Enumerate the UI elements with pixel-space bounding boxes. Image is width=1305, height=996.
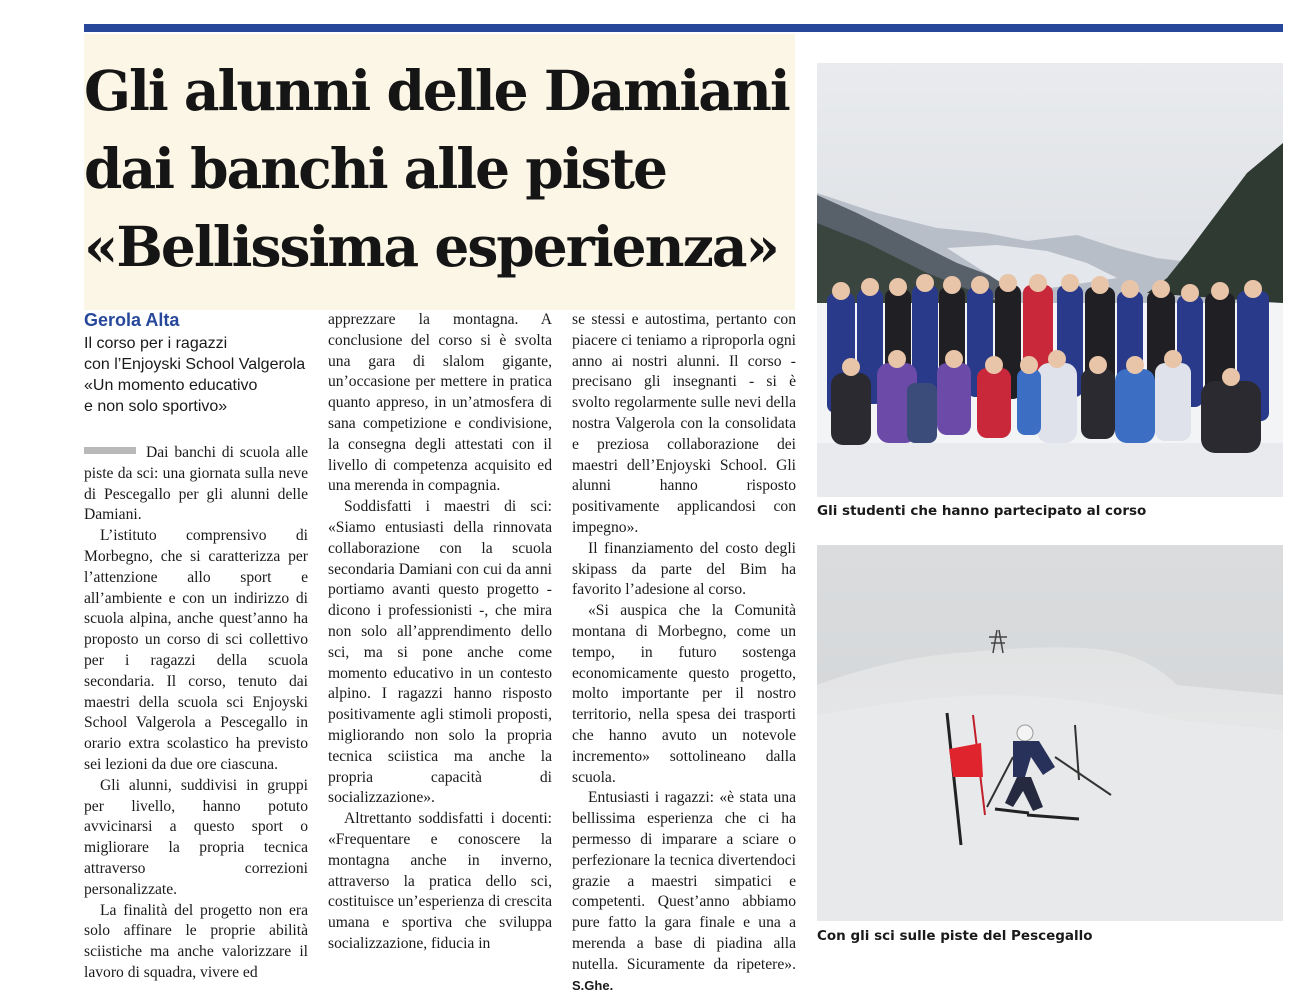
subhead-line-3: «Un momento educativo (84, 377, 258, 394)
subhead-line-2: con l’Enjoyski School Valgerola (84, 356, 306, 373)
headline-line-1: Gli alunni delle Damiani (84, 58, 789, 123)
caption-photo-1: Gli studenti che hanno partecipato al corso (817, 503, 1147, 519)
text-column-2 (328, 310, 552, 955)
headline-line-2: dai banchi alle piste (84, 136, 667, 201)
paragraph: Gli alunni, suddivisi in gruppi per livello, hanno potuto avvicinarsi a questo sport o migliorare la propria tecnica attraverso correzioni personalizzate. (84, 776, 308, 898)
text-column-1 (84, 443, 308, 984)
paragraph: Soddisfatti i maestri di sci: «Siamo entusiasti della rinnovata collaborazione con la scuola secondaria Damiani con cui da anni portiamo avanti questo progetto - dicono i professionisti -, che mira non solo all’apprendimento dello sci, ma si pone anche come momento educativo in un contesto alpino. I ragazzi hanno risposto positivamente agli stimoli proposti, migliorando non solo la propria tecnica sciistica ma anche la propria capacità di socializzazione». (328, 498, 552, 807)
top-accent-bar (84, 24, 1283, 32)
kicker: Gerola Alta (84, 310, 180, 330)
subhead (84, 333, 316, 417)
headline-box (84, 34, 795, 310)
paragraph-text: Entusiasti i ragazzi: «è stata una bellissima esperienza che ci ha permesso di imparare a sciare o perfezionare la tecnica divertendoci grazie a maestri simpatici e competenti. Quest’anno abbiamo pure fatto la gara finale e una a merenda a base di piadina alla nutella. Sicuramente da ripetere». (572, 789, 796, 973)
headline-line-3: «Bellissima esperienza» (84, 214, 778, 279)
paragraph: La finalità del progetto non era solo affinare le proprie abilità sciistiche ma anche valorizzare il lavoro di squadra, vivere ed (84, 901, 308, 981)
text-column-3 (572, 310, 796, 996)
paragraph: L’istituto comprensivo di Morbegno, che si caratterizza per l’attenzione allo sport e all’ambiente e con un indirizzo di scuola alpina, anche quest’anno ha proposto un corso di sci collettivo per i ragazzi della scuola secondaria. Il corso, tenuto dai maestri della scuola sci Enjoyski School Valgerola a Pescegallo in orario extra scolastico ha previsto sei lezioni da due ore ciascuna. (84, 527, 308, 773)
headline (84, 34, 795, 286)
paragraph: apprezzare la montagna. A conclusione del corso si è svolta una gara di slalom gigante, un’occasione per mettere in pratica quanto appreso, in un’atmosfera di sana competizione e condivisione, la consegna degli attestati con il livello di competenza acquisito ed una merenda in compagnia. (328, 311, 552, 495)
slalom-photo-image (817, 545, 1283, 921)
student-group (827, 274, 1269, 453)
caption-photo-2: Con gli sci sulle piste del Pescegallo (817, 928, 1093, 944)
slalom-photo (817, 545, 1283, 921)
group-photo-image (817, 63, 1283, 497)
subhead-line-4: e non solo sportivo» (84, 398, 228, 415)
lead-bar (84, 447, 136, 454)
paragraph: se stessi e autostima, pertanto con piacere ci teniamo a riproporla ogni anno ai nostri alunni. Il corso - precisano gli insegnanti - si è svolto regolarmente sulle nevi della nostra Valgerola con la consolidata e preziosa collaborazione dei maestri dell’Enjoyski School. Gli alunni hanno risposto positivamente applicandosi con impegno». (572, 311, 796, 536)
paragraph (572, 788, 796, 996)
paragraph (84, 443, 308, 526)
paragraph-text: Dai banchi di scuola alle piste da sci: una giornata sulla neve di Pescegallo per gli alunni delle Damiani. (84, 444, 308, 524)
subhead-line-1: Il corso per i ragazzi (84, 335, 228, 352)
group-photo (817, 63, 1283, 497)
paragraph: «Si auspica che la Comunità montana di Morbegno, come un tempo, in futuro sostenga economicamente questo progetto, molto importante per il nostro territorio, nella spesa dei trasporti che hanno avuto un notevole incremento» sottolineano dalla scuola. (572, 602, 796, 786)
paragraph: Il finanziamento del costo degli skipass da parte del Bim ha favorito l’adesione al corso. (572, 539, 796, 599)
paragraph: Altrettanto soddisfatti i docenti: «Frequentare e conoscere la montagna anche in inverno, attraverso la pratica dello sci, costituisce un’esperienza di crescita umana e sportiva che sviluppa socializzazione, fiducia in (328, 810, 552, 952)
signature: S.Ghe. (572, 977, 614, 993)
